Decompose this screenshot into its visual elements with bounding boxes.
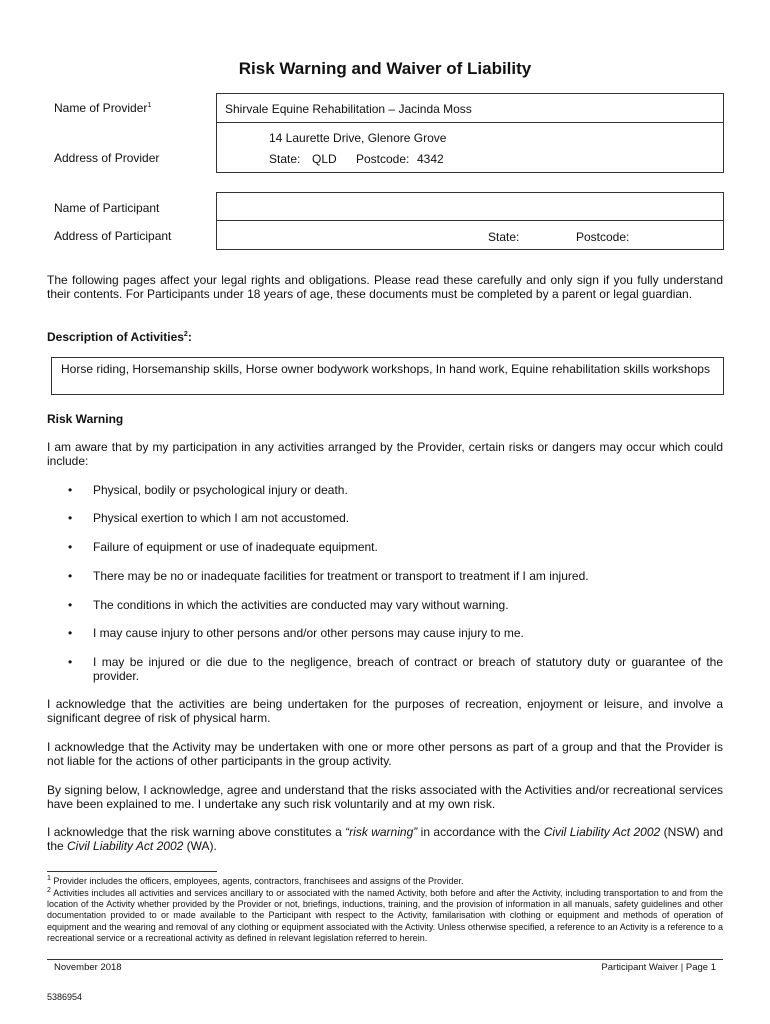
provider-postcode-label: Postcode: xyxy=(356,152,410,166)
risk-bullet-item: Failure of equipment or use of inadequate equipment. xyxy=(93,540,378,554)
provider-name-field[interactable] xyxy=(216,93,724,123)
bullet-symbol: • xyxy=(68,626,73,640)
provider-postcode-value: 4342 xyxy=(417,152,444,166)
risk-bullet-item: I may cause injury to other persons and/or other persons may cause injury to me. xyxy=(93,626,524,640)
risk-bullet-item: There may be no or inadequate facilities for treatment or transport to treatment if I am injured. xyxy=(93,569,589,583)
bullet-symbol: • xyxy=(68,511,73,525)
risk-warning-heading: Risk Warning xyxy=(47,412,124,426)
participant-address-field[interactable] xyxy=(216,220,724,250)
acknowledgement-paragraph: I acknowledge that the Activity may be undertaken with one or more other persons as part of a group and that the Provider is not liable for the actions of other participants in the group activity. xyxy=(47,740,723,768)
participant-state-label: State: xyxy=(488,230,520,244)
acknowledgement-paragraph: I acknowledge that the activities are being undertaken for the purposes of recreation, enjoyment or leisure, and involve a significant degree of risk of physical harm. xyxy=(47,697,723,725)
activities-text: Horse riding, Horsemanship skills, Horse owner bodywork workshops, In hand work, Equine rehabilitation skills workshops xyxy=(61,362,710,376)
acknowledgement-paragraph: By signing below, I acknowledge, agree and understand that the risks associated with the Activities and/or recreational services have been explained to me. I undertake any such risk voluntarily and at my own risk. xyxy=(47,783,723,811)
acknowledgement-paragraph: I acknowledge that the risk warning above constitutes a “risk warning” in accordance with the Civil Liability Act 2002 (NSW) and the Civil Liability Act 2002 (WA). xyxy=(47,825,724,853)
intro-paragraph: The following pages affect your legal rights and obligations. Please read these carefully and only sign if you fully understand their contents. For Participants under 18 years of age, these documents must be completed by a parent or legal guardian. xyxy=(47,273,723,301)
footer-divider xyxy=(47,959,723,960)
risk-bullet-item: Physical exertion to which I am not accustomed. xyxy=(93,511,350,525)
provider-address-line: 14 Laurette Drive, Glenore Grove xyxy=(269,131,447,145)
document-title: Risk Warning and Waiver of Liability xyxy=(238,59,532,78)
participant-name-label: Name of Participant xyxy=(54,201,160,215)
risk-bullet-item: Physical, bodily or psychological injury or death. xyxy=(93,483,348,497)
bullet-symbol: • xyxy=(68,569,73,583)
footnote: $^2$ Activities includes all activities and services ancillary to or associated with the named Activity, both before and after the Activity, including transportation to and from the location of the Activity whether provided by the Provider or not, briefings, inductions, training, and the provision of information in all manuals, safety guidelines and other documentation provided to or made available to the Participant with respect to the Activity, familarisation with clothing or equipment and methods of operation of equipment and the wearing and removal of any clothing or equipment associated with the Activity. Unless otherwise specified, a reference to an Activity is a reference to a recreational service or a recreational activity as defined in relevant legislation referred to herein. xyxy=(47,887,723,943)
participant-name-field[interactable] xyxy=(216,192,724,221)
footer-date: November 2018 xyxy=(54,962,122,973)
participant-address-label: Address of Participant xyxy=(54,229,172,243)
activities-box[interactable] xyxy=(51,357,724,395)
provider-address-label: Address of Provider xyxy=(54,151,160,165)
bullet-symbol: • xyxy=(68,655,73,669)
footnote-divider xyxy=(47,871,217,872)
bullet-symbol: • xyxy=(68,483,73,497)
risk-intro-paragraph: I am aware that by my participation in any activities arranged by the Provider, certain risks or dangers may occur which could include: xyxy=(47,440,723,468)
risk-bullet-item: I may be injured or die due to the negligence, breach of contract or breach of statutory duty or guarantee of the provider. xyxy=(93,655,723,683)
provider-address-field[interactable] xyxy=(216,122,724,173)
risk-bullet-item: The conditions in which the activities are conducted may vary without warning. xyxy=(93,598,509,612)
provider-name-label: Name of Provider$^1$ xyxy=(54,101,152,115)
provider-state-label: State: xyxy=(269,152,301,166)
bullet-symbol: • xyxy=(68,540,73,554)
bullet-symbol: • xyxy=(68,598,73,612)
footer-page-number: Participant Waiver | Page 1 xyxy=(601,962,716,973)
provider-name-value: Shirvale Equine Rehabilitation – Jacinda Moss xyxy=(225,102,472,116)
provider-state-value: QLD xyxy=(312,152,337,166)
footnote: $^1$ Provider includes the officers, employees, agents, contractors, franchisees and assigns of the Provider. xyxy=(47,875,464,886)
document-id: 5386954 xyxy=(47,992,83,1002)
activities-heading: Description of Activities$^2$: xyxy=(47,330,192,344)
participant-postcode-label: Postcode: xyxy=(576,230,630,244)
